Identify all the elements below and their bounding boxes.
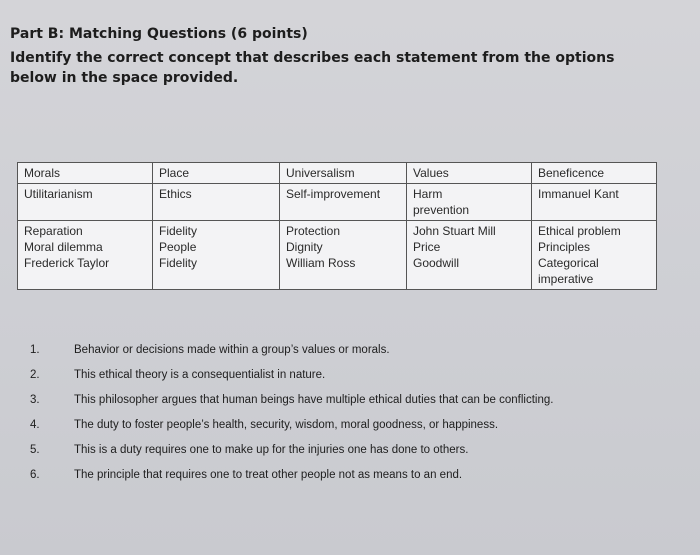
option-cell — [407, 221, 532, 290]
option-term: Categorical — [538, 256, 599, 270]
section-instructions: Identify the correct concept that describes each statement from the options below in the space provided. — [10, 50, 615, 86]
option-term: Ethics — [159, 187, 192, 201]
question-text: This ethical theory is a consequentialist in nature. — [74, 369, 326, 381]
question-item — [30, 444, 670, 469]
question-number: 1. — [30, 344, 40, 356]
option-term: Place — [159, 166, 190, 180]
option-term: Morals — [24, 166, 61, 180]
options-row — [18, 221, 657, 290]
option-cell — [153, 184, 280, 221]
option-cell — [280, 163, 407, 184]
question-list — [30, 344, 670, 494]
option-term: John Stuart Mill — [413, 224, 496, 238]
question-item — [30, 394, 670, 419]
option-term: Dignity — [286, 240, 323, 254]
option-term: Frederick Taylor — [24, 256, 110, 270]
option-term: imperative — [538, 272, 594, 286]
question-number: 4. — [30, 419, 40, 431]
option-cell — [532, 221, 657, 290]
option-cell — [280, 184, 407, 221]
option-term: Moral dilemma — [24, 240, 103, 254]
options-table-body — [18, 163, 657, 290]
option-term: prevention — [413, 203, 470, 217]
option-cell — [532, 184, 657, 221]
option-cell — [407, 163, 532, 184]
question-item — [30, 344, 670, 369]
option-term: Beneficence — [538, 166, 605, 180]
option-cell — [153, 163, 280, 184]
option-cell — [407, 184, 532, 221]
question-number: 6. — [30, 469, 40, 481]
option-term: Universalism — [286, 166, 355, 180]
option-term: People — [159, 240, 197, 254]
question-text: This is a duty requires one to make up for the injuries one has done to others. — [74, 444, 469, 456]
option-term: Utilitarianism — [24, 187, 93, 201]
question-text: The principle that requires one to treat other people not as means to an end. — [74, 469, 463, 481]
option-term: Fidelity — [159, 224, 198, 238]
options-table — [17, 162, 657, 290]
option-term: Reparation — [24, 224, 83, 238]
question-number: 2. — [30, 369, 40, 381]
option-cell — [532, 163, 657, 184]
option-cell — [153, 221, 280, 290]
option-term: William Ross — [286, 256, 356, 270]
option-cell — [280, 221, 407, 290]
option-term: Ethical problem — [538, 224, 621, 238]
option-term: Fidelity — [159, 256, 198, 270]
option-term: Harm — [413, 187, 443, 201]
question-number: 3. — [30, 394, 40, 406]
section-title: Part B: Matching Questions (6 points) — [10, 26, 308, 42]
option-term: Self-improvement — [286, 187, 381, 201]
question-text: Behavior or decisions made within a group’s values or morals. — [74, 344, 390, 356]
option-term: Immanuel Kant — [538, 187, 619, 201]
options-row — [18, 163, 657, 184]
question-text: The duty to foster people’s health, security, wisdom, moral goodness, or happiness. — [74, 419, 499, 431]
options-row — [18, 184, 657, 221]
question-item — [30, 469, 670, 494]
option-cell — [18, 163, 153, 184]
option-term: Protection — [286, 224, 341, 238]
option-cell — [18, 221, 153, 290]
question-number: 5. — [30, 444, 40, 456]
option-term: Goodwill — [413, 256, 460, 270]
option-term: Principles — [538, 240, 591, 254]
option-term: Values — [413, 166, 449, 180]
section-heading — [10, 24, 660, 88]
option-term: Price — [413, 240, 441, 254]
question-item — [30, 369, 670, 394]
question-text: This philosopher argues that human beings have multiple ethical duties that can be conflicting. — [74, 394, 554, 406]
question-item — [30, 419, 670, 444]
option-cell — [18, 184, 153, 221]
